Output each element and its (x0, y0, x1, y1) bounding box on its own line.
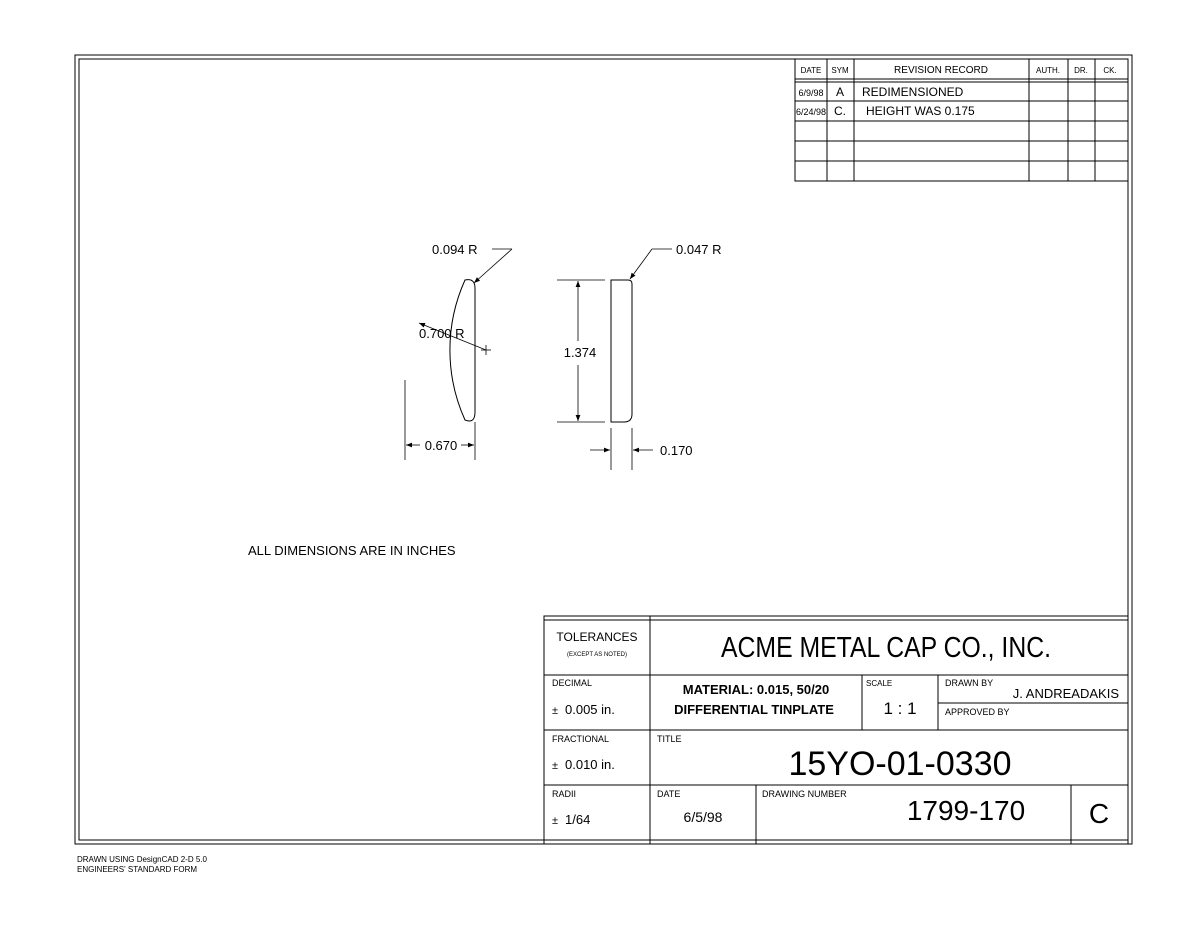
corner-radius-left-leader (474, 249, 512, 283)
revision-letter: C (1088, 798, 1110, 829)
rev-row-2-sym: C. (834, 104, 846, 118)
fractional-plus-minus: ± (552, 760, 559, 772)
thickness-label: 0.170 (660, 443, 693, 458)
rev-row-2-record: HEIGHT WAS 0.175 (866, 104, 975, 118)
rev-header-dr: DR. (1074, 66, 1088, 75)
fractional-value: 0.010 in. (565, 757, 615, 772)
scale-label: SCALE (866, 679, 893, 688)
radii-plus-minus: ± (552, 815, 559, 827)
decimal-label: DECIMAL (552, 678, 593, 688)
rev-header-record: REVISION RECORD (894, 65, 988, 76)
corner-radius-left-label: 0.094 R (432, 242, 478, 257)
footer-line-1: DRAWN USING DesignCAD 2-D 5.0 (77, 855, 207, 864)
rev-header-sym: SYM (831, 66, 849, 75)
sheet-border (75, 55, 1132, 844)
rev-header-date: DATE (800, 66, 822, 75)
approved-by-label: APPROVED BY (945, 707, 1010, 717)
material-line-2: DIFFERENTIAL TINPLATE (674, 702, 834, 717)
title-value: 15YO-01-0330 (788, 745, 1012, 783)
material-line-1: MATERIAL: 0.015, 50/20 (682, 682, 830, 697)
date-value: 6/5/98 (683, 809, 723, 825)
part-side-view (611, 280, 632, 422)
radii-value: 1/64 (565, 812, 591, 827)
decimal-plus-minus: ± (552, 705, 559, 717)
revision-record-table (795, 59, 1128, 181)
company-name: ACME METAL CAP CO., INC. (721, 632, 1051, 664)
height-label: 1.374 (563, 345, 597, 360)
thickness-dimension (590, 428, 653, 470)
radii-label: RADII (552, 789, 577, 799)
dimensions-note: ALL DIMENSIONS ARE IN INCHES (248, 543, 456, 558)
footer-line-2: ENGINEERS' STANDARD FORM (77, 865, 198, 874)
scale-value: 1 : 1 (883, 699, 917, 718)
arc-radius-label: 0.700 R (419, 326, 465, 341)
rev-header-ck: CK. (1103, 66, 1117, 75)
fractional-label: FRACTIONAL (552, 734, 610, 744)
corner-radius-right-label: 0.047 R (676, 242, 722, 257)
title-label: TITLE (657, 734, 682, 744)
rev-row-1-record: REDIMENSIONED (862, 85, 964, 99)
date-label: DATE (657, 789, 681, 799)
drawn-by-value: J. ANDREADAKIS (1012, 686, 1119, 701)
drawing-number-value: 1799-170 (906, 795, 1026, 826)
width-label: 0.670 (424, 438, 458, 453)
tolerances-sub-label: (EXCEPT AS NOTED) (567, 652, 627, 658)
drawing-number-label: DRAWING NUMBER (762, 789, 847, 799)
drawn-by-label: DRAWN BY (945, 678, 994, 688)
tolerances-label: TOLERANCES (556, 630, 638, 644)
rev-row-1-date: 6/9/98 (798, 88, 824, 98)
rev-row-1-sym: A (835, 85, 845, 99)
corner-radius-right-leader (630, 249, 672, 279)
rev-row-2-date: 6/24/98 (795, 107, 827, 117)
part-front-view (450, 280, 475, 421)
rev-header-auth: AUTH. (1036, 66, 1060, 75)
decimal-value: 0.005 in. (565, 702, 615, 717)
